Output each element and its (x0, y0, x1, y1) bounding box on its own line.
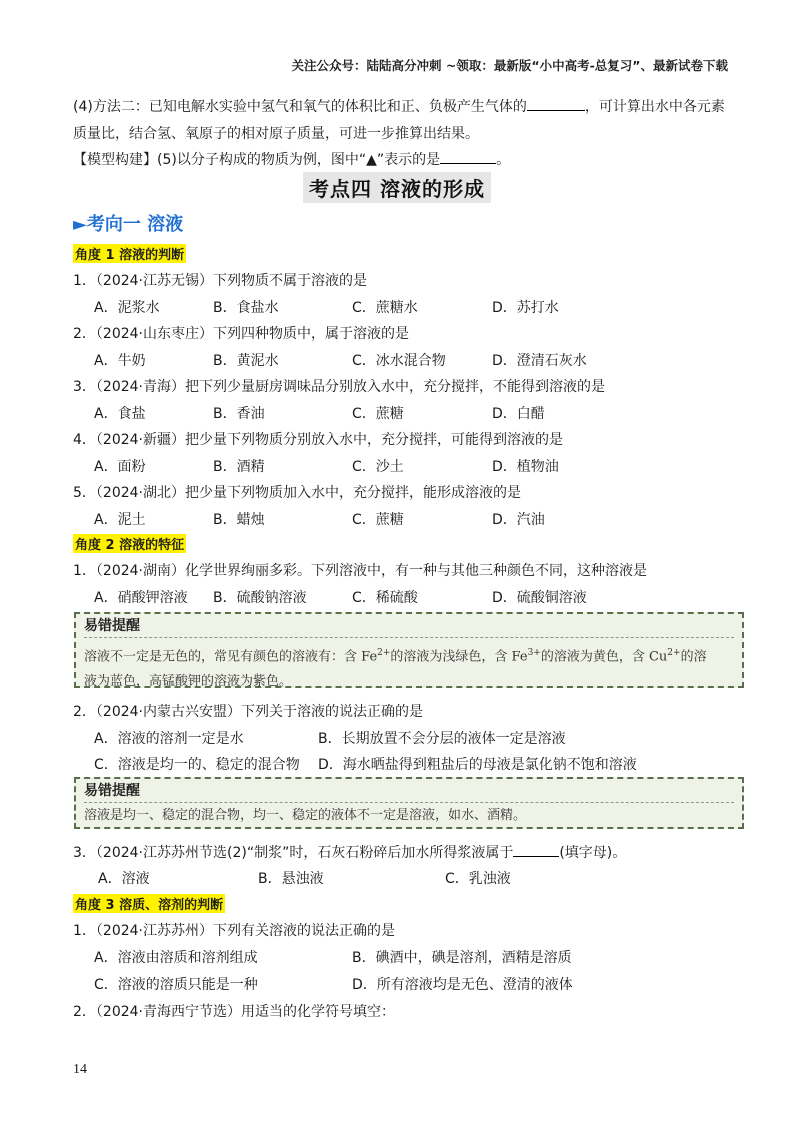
header-note: 关注公众号：陆陆高分冲刺 ~领取：最新版“小中高考-总复习”、最新试卷下载 (291, 58, 728, 73)
question-stem-b: (填字母)。 (559, 845, 627, 861)
option-a[interactable]: A．硝酸钾溶液 (94, 590, 188, 606)
option-c[interactable]: C．蔗糖 (352, 406, 404, 422)
intro-line-1-b: ，可计算出水中各元素 (584, 99, 725, 115)
tip-text-part: 溶液不一定是无色的，常见有颜色的溶液有：含 Fe (84, 649, 378, 665)
option-b[interactable]: B．碘酒中，碘是溶剂，酒精是溶质 (352, 950, 572, 966)
option-a[interactable]: A．溶液的溶剂一定是水 (94, 731, 244, 747)
question-stem (73, 842, 626, 862)
option-b[interactable]: B．硫酸钠溶液 (213, 590, 307, 606)
option-b[interactable]: B．食盐水 (213, 300, 279, 316)
question-stem-a: 3．（2024·江苏苏州节选(2)“制浆”时，石灰石粉碎后加水所得浆液属于 (73, 845, 514, 861)
option-b[interactable]: B．悬浊液 (258, 871, 324, 887)
direction-title: ►考向一 溶液 (73, 214, 184, 235)
question-stem: 2．（2024·青海西宁节选）用适当的化学符号填空： (73, 1004, 395, 1020)
option-b[interactable]: B．黄泥水 (213, 353, 279, 369)
answer-blank[interactable] (440, 163, 496, 164)
question-stem: 3．（2024·青海）把下列少量厨房调味品分别放入水中，充分搅拌，不能得到溶液的是 (73, 379, 605, 395)
tip-text-part: 液为蓝色，高锰酸钾的溶液为紫色。 (84, 674, 293, 690)
question-stem: 5．（2024·湖北）把少量下列物质加入水中，充分搅拌，能形成溶液的是 (73, 485, 521, 501)
tip-box (74, 777, 744, 829)
angle-2-heading: 角度 2 溶液的特征 (73, 534, 186, 553)
option-a[interactable]: A．溶液 (98, 871, 150, 887)
option-a[interactable]: A．牛奶 (94, 353, 146, 369)
option-d[interactable]: D．植物油 (492, 459, 559, 475)
tip-text-part: 的溶液为黄色，含 Cu (540, 649, 668, 665)
tip-title: 易错提醒 (84, 783, 140, 799)
option-d[interactable]: D．苏打水 (492, 300, 559, 316)
page-number: 14 (73, 1062, 87, 1077)
question-stem: 1．（2024·江苏无锡）下列物质不属于溶液的是 (73, 273, 367, 289)
option-d[interactable]: D．海水晒盐得到粗盐后的母液是氯化钠不饱和溶液 (318, 757, 637, 773)
angle-1-heading: 角度 1 溶液的判断 (73, 244, 186, 263)
intro-line-1 (73, 96, 725, 116)
option-a[interactable]: A．溶液由溶质和溶剂组成 (94, 950, 258, 966)
question-stem: 2．（2024·山东枣庄）下列四种物质中，属于溶液的是 (73, 326, 409, 342)
tip-divider (84, 802, 734, 803)
option-a[interactable]: A．泥浆水 (94, 300, 160, 316)
option-c[interactable]: C．蔗糖 (352, 512, 404, 528)
tip-text-part: 的溶 (680, 649, 707, 665)
intro-line-2: 质量比，结合氢、氧原子的相对原子质量，可进一步推算出结果。 (73, 126, 479, 142)
option-d[interactable]: D．所有溶液均是无色、澄清的液体 (352, 977, 573, 993)
tip-divider (84, 637, 734, 638)
option-b[interactable]: B．酒精 (213, 459, 265, 475)
intro-line-3-b: 。 (496, 152, 511, 168)
option-c[interactable]: C．溶液是均一的、稳定的混合物 (94, 757, 300, 773)
option-d[interactable]: D．汽油 (492, 512, 545, 528)
intro-line-3-a: 【模型构建】(5)以分子构成的物质为例，图中“▲”表示的是 (73, 152, 441, 168)
angle-3-heading: 角度 3 溶质、溶剂的判断 (73, 894, 225, 913)
option-d[interactable]: D．硫酸铜溶液 (492, 590, 587, 606)
option-b[interactable]: B．香油 (213, 406, 265, 422)
option-a[interactable]: A．面粉 (94, 459, 146, 475)
tip-title: 易错提醒 (84, 618, 140, 634)
tip-text (84, 641, 734, 694)
ion-charge: 3+ (527, 648, 541, 658)
ion-charge: 2+ (667, 648, 681, 658)
option-a[interactable]: A．食盐 (94, 406, 146, 422)
intro-line-3 (73, 149, 510, 169)
option-b[interactable]: B．蜡烛 (213, 512, 265, 528)
question-stem: 1．（2024·湖南）化学世界绚丽多彩。下列溶液中，有一种与其他三种颜色不同，这种溶液是 (73, 563, 647, 579)
option-d[interactable]: D．澄清石灰水 (492, 353, 587, 369)
question-stem: 2．（2024·内蒙古兴安盟）下列关于溶液的说法正确的是 (73, 704, 423, 720)
question-stem: 1．（2024·江苏苏州）下列有关溶液的说法正确的是 (73, 923, 395, 939)
option-c[interactable]: C．稀硫酸 (352, 590, 418, 606)
option-c[interactable]: C．冰水混合物 (352, 353, 446, 369)
question-stem: 4．（2024·新疆）把少量下列物质分别放入水中，充分搅拌，可能得到溶液的是 (73, 432, 563, 448)
tip-text: 溶液是均一、稳定的混合物，均一、稳定的液体不一定是溶液，如水、酒精。 (84, 808, 527, 823)
intro-line-1-a: (4)方法二：已知电解水实验中氢气和氧气的体积比和正、负极产生气体的 (73, 99, 527, 115)
answer-blank[interactable] (527, 110, 585, 111)
answer-blank[interactable] (513, 856, 559, 857)
ion-charge: 2+ (377, 648, 391, 658)
option-d[interactable]: D．白醋 (492, 406, 545, 422)
option-c[interactable]: C．溶液的溶质只能是一种 (94, 977, 258, 993)
option-c[interactable]: C．沙土 (352, 459, 404, 475)
option-c[interactable]: C．乳浊液 (445, 871, 511, 887)
tip-text-part: 的溶液为浅绿色，含 Fe (390, 649, 528, 665)
section-title: 考点四 溶液的形成 (303, 172, 491, 203)
tip-box (74, 612, 744, 688)
option-a[interactable]: A．泥土 (94, 512, 146, 528)
option-c[interactable]: C．蔗糖水 (352, 300, 418, 316)
option-b[interactable]: B．长期放置不会分层的液体一定是溶液 (318, 731, 566, 747)
